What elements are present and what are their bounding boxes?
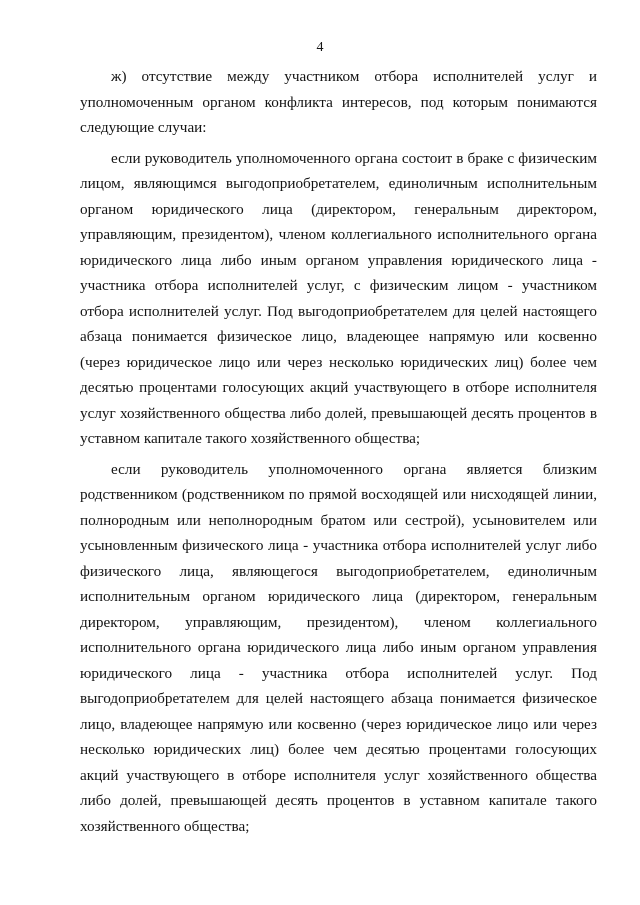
paragraph-conflict-of-interest-intro: ж) отсутствие между участником отбора исполнителей услуг и уполномоченным органом конфликта интересов, под которым понимаются следующие случаи: [80, 68, 597, 136]
paragraph-relative-case: если руководитель уполномоченного органа является близким родственником (родственником по прямой восходящей или нисходящей линии, полнородным или неполнородным братом или сестрой), усыновителем или усыновленным физического лица - участника отбора исполнителей услуг либо физического лица, являющегося выгодоприобретателем, единоличным исполнительным органом юридического лица (директором, генеральным директором, управляющим, президентом), членом коллегиального исполнительного органа юридического лица либо иным органом управления юридического лица - участника отбора исполнителей услуг. Под выгодоприобретателем для целей настоящего абзаца понимается физическое лицо, владеющее напрямую или косвенно (через юридическое лицо или через несколько юридических лиц) более чем десятью процентами голосующих акций участвующего в отборе исполнителя услуг хозяйственного общества либо долей, превышающей десять процентов в уставном капитале такого хозяйственного общества; [80, 460, 597, 835]
document-body [80, 64, 597, 839]
page-number: 4 [316, 40, 324, 55]
paragraph-spouse-case: если руководитель уполномоченного органа состоит в браке с физическим лицом, являющимся выгодоприобретателем, единоличным исполнительным органом юридического лица (директором, генеральным директором, управляющим, президентом), членом коллегиального исполнительного органа юридического лица либо иным органом управления юридического лица - участника отбора исполнителей услуг, с физическим лицом - участником отбора исполнителей услуг. Под выгодоприобретателем для целей настоящего абзаца понимается физическое лицо, владеющее напрямую или косвенно (через юридическое лицо или через несколько юридических лиц) более чем десятью процентами голосующих акций участвующего в отборе исполнителя услуг хозяйственного общества либо долей, превышающей десять процентов в уставном капитале такого хозяйственного общества; [80, 149, 597, 447]
